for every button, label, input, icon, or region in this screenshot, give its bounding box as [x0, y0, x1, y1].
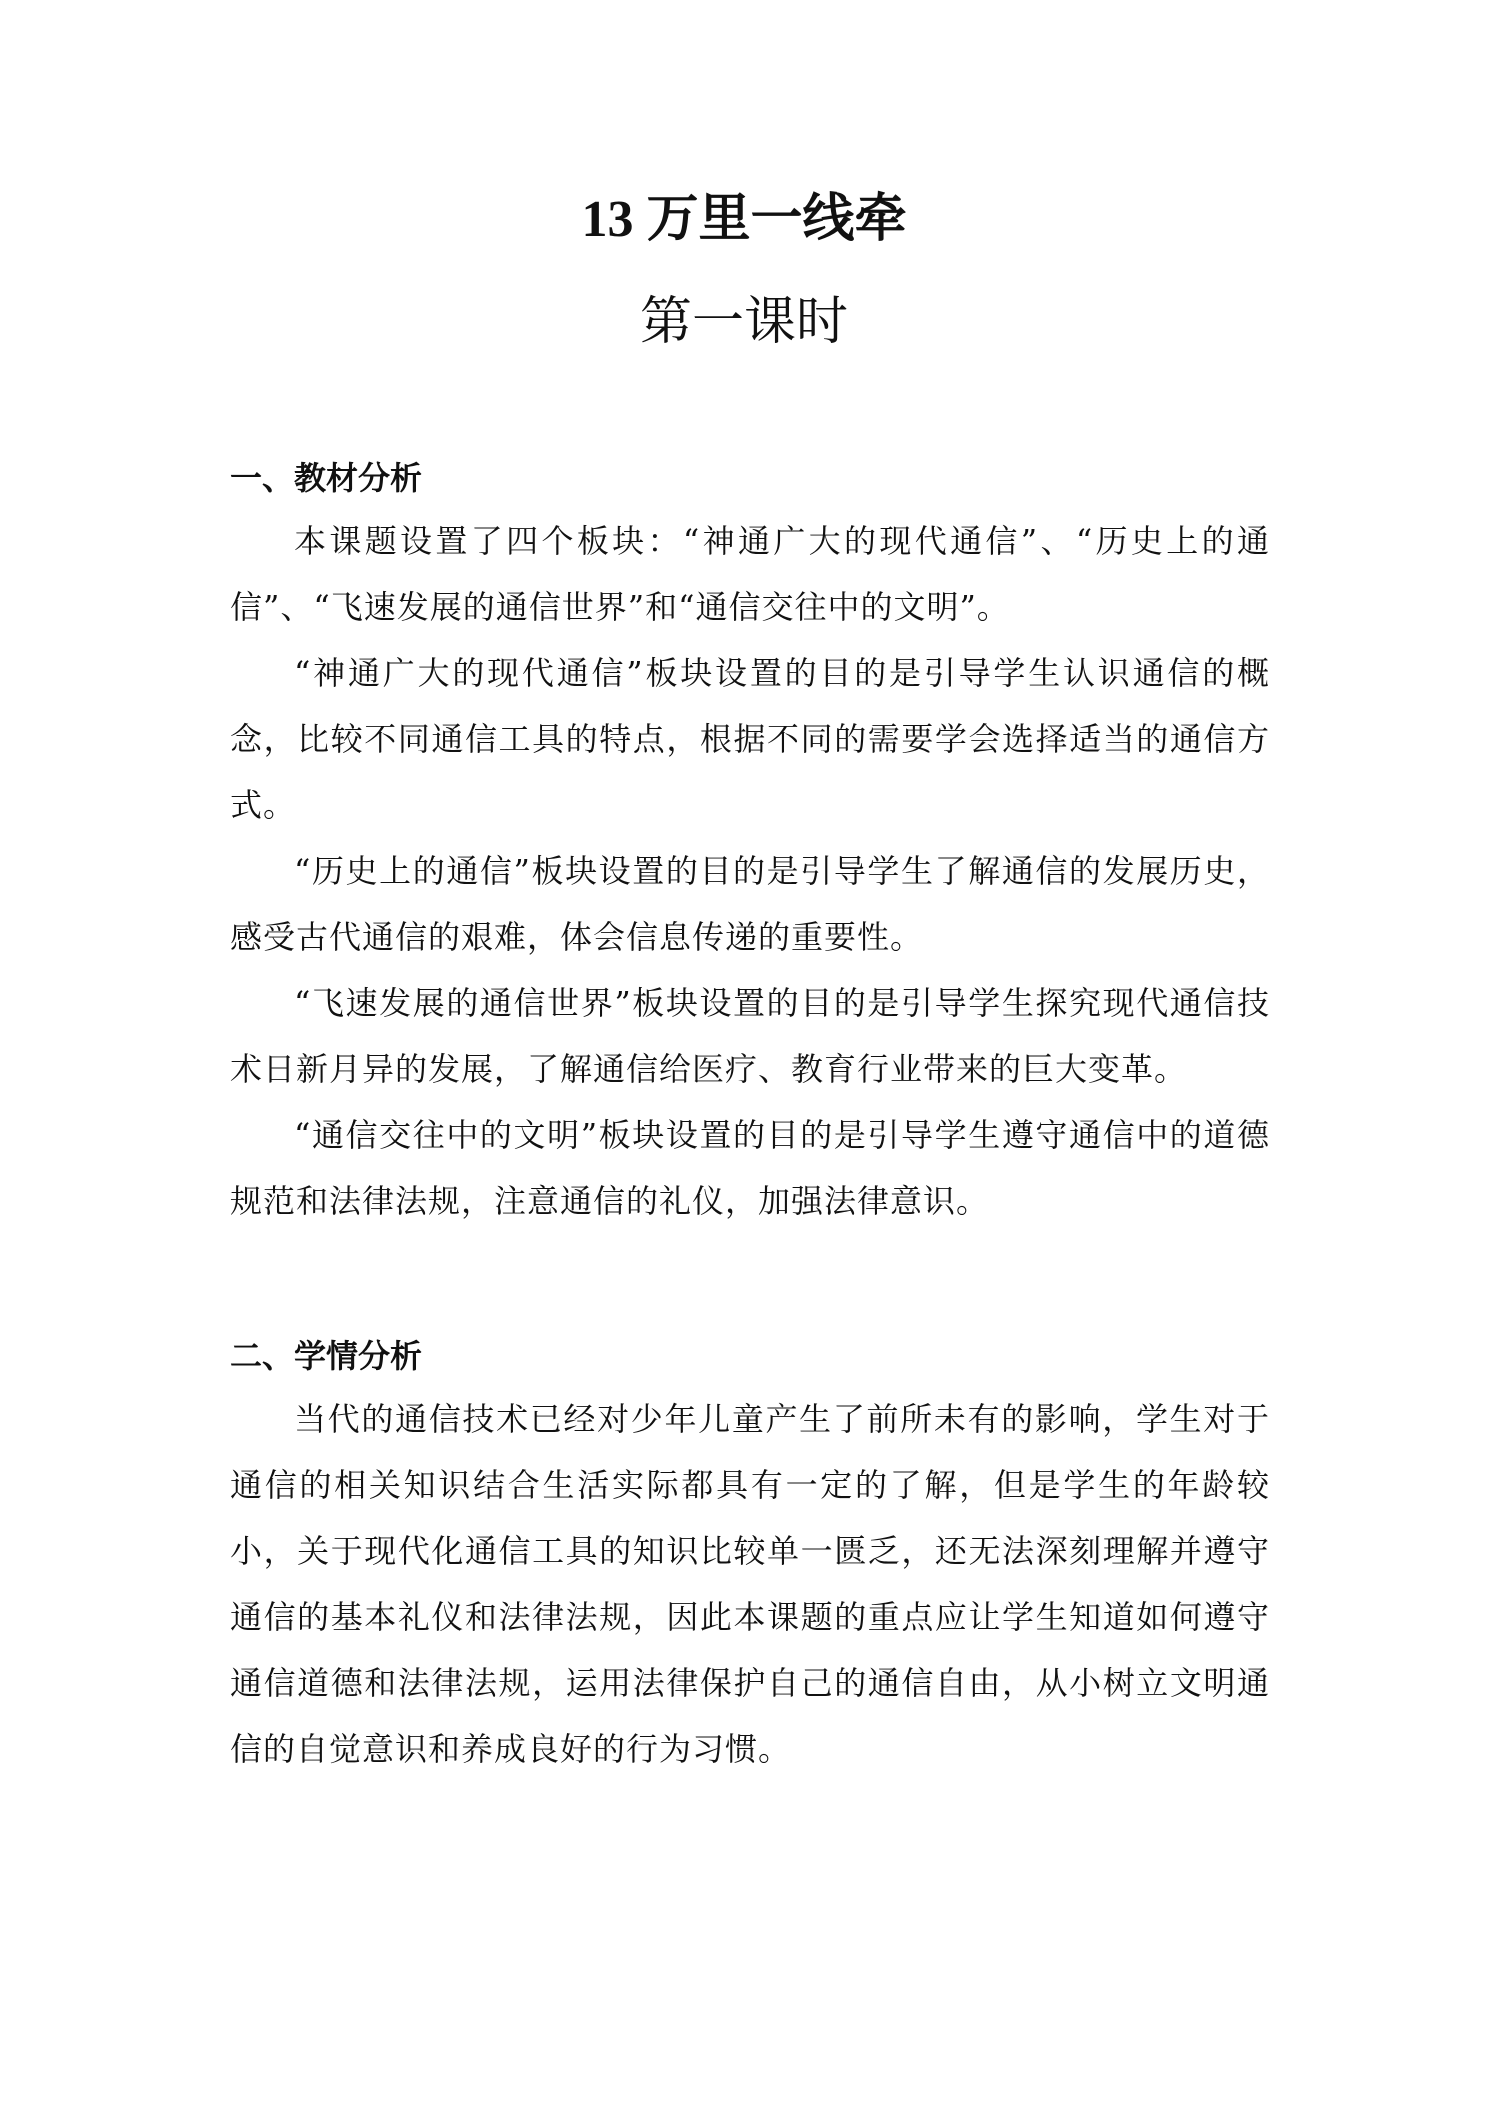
paragraph: “神通广大的现代通信”板块设置的目的是引导学生认识通信的概念，比较不同通信工具的特点，根据不同的需要学会选择适当的通信方式。: [230, 654, 1270, 824]
paragraph: “通信交往中的文明”板块设置的目的是引导学生遵守通信中的道德规范和法律法规，注意通信的礼仪，加强法律意识。: [230, 1116, 1270, 1220]
section-heading: 一、教材分析: [230, 459, 423, 497]
paragraph: “飞速发展的通信世界”板块设置的目的是引导学生探究现代通信技术日新月异的发展，了解通信给医疗、教育行业带来的巨大变革。: [230, 984, 1270, 1088]
section-student-analysis: [230, 1326, 1270, 1782]
paragraph: “历史上的通信”板块设置的目的是引导学生了解通信的发展历史，感受古代通信的艰难，体会信息传递的重要性。: [230, 852, 1270, 956]
document-body: [230, 448, 1270, 1782]
document-title: 13 万里一线牵: [581, 191, 907, 248]
section-textbook-analysis: [230, 448, 1270, 1234]
paragraph: 当代的通信技术已经对少年儿童产生了前所未有的影响，学生对于通信的相关知识结合生活实际都具有一定的了解，但是学生的年龄较小，关于现代化通信工具的知识比较单一匮乏，还无法深刻理解并遵守通信的基本礼仪和法律法规，因此本课题的重点应让学生知道如何遵守通信道德和法律法规，运用法律保护自己的通信自由，从小树立文明通信的自觉意识和养成良好的行为习惯。: [230, 1400, 1270, 1768]
section-heading: 二、学情分析: [230, 1337, 423, 1375]
document-subtitle: 第一课时: [639, 294, 848, 351]
paragraph: 本课题设置了四个板块：“神通广大的现代通信”、“历史上的通信”、“飞速发展的通信世界”和“通信交往中的文明”。: [230, 522, 1270, 626]
